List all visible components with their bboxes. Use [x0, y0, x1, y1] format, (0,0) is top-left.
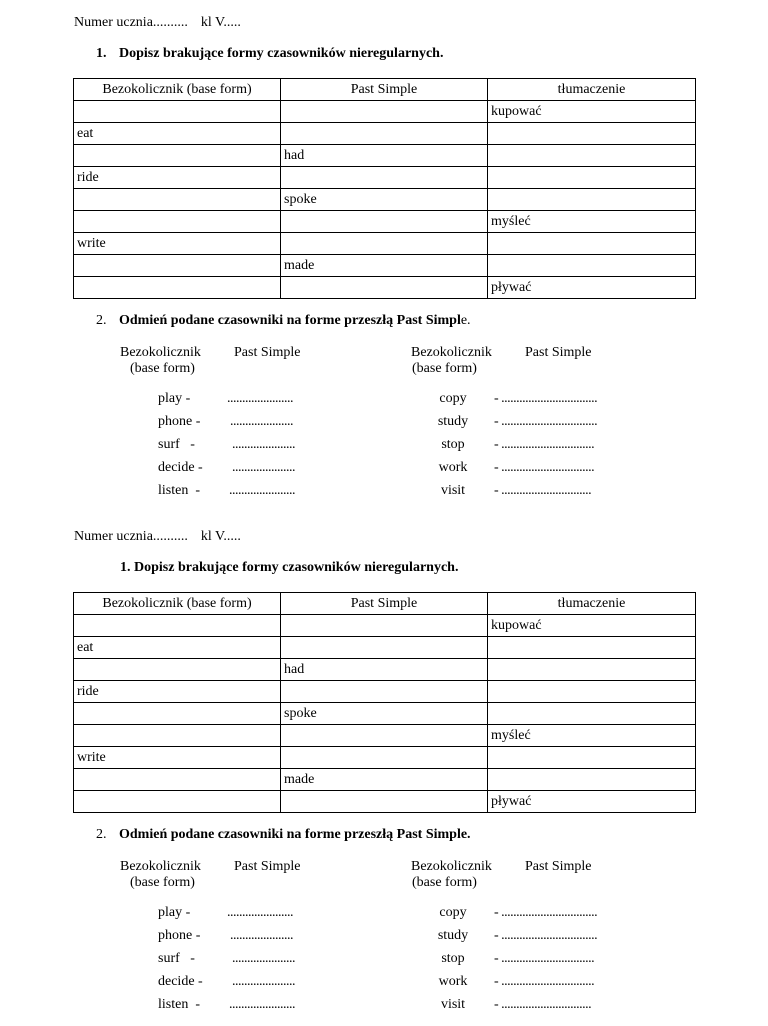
answer-cell[interactable] [281, 637, 488, 659]
answer-blank[interactable]: - .............................. [494, 997, 592, 1012]
table-row [74, 659, 696, 681]
answer-cell[interactable] [488, 233, 696, 255]
answer-cell[interactable] [74, 189, 281, 211]
answer-blank[interactable]: ..................... [230, 928, 293, 943]
table-row [74, 255, 696, 277]
table-row [74, 681, 696, 703]
verb-row [434, 905, 634, 928]
answer-blank[interactable]: - ............................... [494, 974, 595, 989]
right-past-simple-header: Past Simple [525, 345, 592, 360]
answer-blank[interactable]: ..................... [232, 460, 295, 475]
verb-label: study [437, 414, 469, 429]
verb-row [434, 437, 634, 460]
verb-row [158, 391, 328, 414]
left-verb-list [158, 905, 328, 1020]
verb-row [158, 437, 328, 460]
verb-label: surf - [158, 437, 195, 452]
answer-cell[interactable] [488, 747, 696, 769]
answer-cell[interactable] [281, 233, 488, 255]
task1-title: Dopisz brakujące formy czasowników nieregularnych. [119, 46, 444, 61]
class-label: kl V [200, 529, 224, 544]
table-row [74, 637, 696, 659]
table-cell: eat [74, 123, 281, 145]
task1-number: 1. [96, 46, 107, 61]
answer-cell[interactable] [281, 167, 488, 189]
left-base-form-header [120, 859, 201, 891]
answer-cell[interactable] [488, 769, 696, 791]
student-number-blank[interactable]: .......... [152, 529, 188, 544]
table-row [74, 791, 696, 813]
answer-cell[interactable] [74, 255, 281, 277]
table-cell: write [74, 233, 281, 255]
right-verb-list [434, 905, 634, 1020]
answer-cell[interactable] [74, 703, 281, 725]
answer-blank[interactable]: - ............................... [494, 951, 595, 966]
table-cell: had [281, 145, 488, 167]
table-header-cell: Past Simple [281, 593, 488, 615]
table-cell: myśleć [488, 211, 696, 233]
worksheet-top [0, 0, 768, 512]
table-header-row [74, 79, 696, 101]
answer-cell[interactable] [488, 167, 696, 189]
verb-label: visit [440, 997, 466, 1012]
table-header-cell: tłumaczenie [488, 593, 696, 615]
left-past-simple-header: Past Simple [234, 345, 301, 360]
answer-cell[interactable] [74, 277, 281, 299]
table-cell: kupować [488, 101, 696, 123]
table-row [74, 725, 696, 747]
table-cell: ride [74, 681, 281, 703]
student-number-label: Numer ucznia [74, 529, 153, 544]
table-row [74, 769, 696, 791]
answer-cell[interactable] [488, 123, 696, 145]
verb-label: copy [439, 905, 467, 920]
answer-cell[interactable] [74, 615, 281, 637]
table-row [74, 747, 696, 769]
verb-label: stop [441, 951, 465, 966]
answer-cell[interactable] [488, 637, 696, 659]
table-row [74, 703, 696, 725]
answer-blank[interactable]: - ................................ [494, 928, 598, 943]
verb-row [434, 951, 634, 974]
answer-blank[interactable]: ..................... [230, 414, 293, 429]
verb-label: visit [440, 483, 466, 498]
verb-row [158, 414, 328, 437]
verb-label: surf - [158, 951, 195, 966]
worksheet-bottom [0, 514, 768, 1026]
task1-heading [120, 560, 458, 576]
table-cell: spoke [281, 189, 488, 211]
answer-cell[interactable] [281, 791, 488, 813]
answer-cell[interactable] [74, 725, 281, 747]
right-past-simple-header: Past Simple [525, 859, 592, 874]
table-header-cell: tłumaczenie [488, 79, 696, 101]
answer-blank[interactable]: - ................................ [494, 414, 598, 429]
left-past-simple-header: Past Simple [234, 859, 301, 874]
table-header-cell: Past Simple [281, 79, 488, 101]
base-form-label: Bezokolicznik [120, 345, 201, 360]
answer-cell[interactable] [281, 101, 488, 123]
answer-cell[interactable] [74, 145, 281, 167]
class-blank[interactable]: ..... [223, 15, 241, 30]
base-form-label: Bezokolicznik [120, 859, 201, 874]
verb-row [158, 928, 328, 951]
right-base-form-header [411, 859, 492, 891]
student-number-blank[interactable]: .......... [152, 15, 188, 30]
base-form-label: Bezokolicznik [411, 859, 492, 874]
verb-row [158, 974, 328, 997]
verb-row [434, 997, 634, 1020]
answer-cell[interactable] [488, 255, 696, 277]
answer-blank[interactable]: ...................... [229, 483, 295, 498]
student-number-label: Numer ucznia [74, 15, 153, 30]
student-info-line [74, 529, 241, 545]
verb-row [158, 460, 328, 483]
verb-label: work [438, 974, 468, 989]
class-blank[interactable]: ..... [223, 529, 241, 544]
answer-blank[interactable]: ..................... [232, 437, 295, 452]
verb-row [158, 483, 328, 506]
task2-title: Odmień podane czasowniki na forme przeszłą Past Simple. [119, 827, 471, 842]
table-cell: made [281, 769, 488, 791]
verb-label: phone - [158, 928, 201, 943]
answer-cell[interactable] [74, 659, 281, 681]
verb-label: phone - [158, 414, 201, 429]
table-header-cell: Bezokolicznik (base form) [74, 593, 281, 615]
base-form-sublabel: (base form) [130, 875, 195, 890]
answer-blank[interactable]: ...................... [227, 391, 293, 406]
task1-title: Dopisz brakujące formy czasowników nieregularnych. [134, 560, 459, 575]
table-row [74, 615, 696, 637]
answer-cell[interactable] [281, 725, 488, 747]
answer-cell[interactable] [488, 145, 696, 167]
answer-cell[interactable] [74, 211, 281, 233]
verb-row [434, 414, 634, 437]
right-base-form-header [411, 345, 492, 377]
table-cell: eat [74, 637, 281, 659]
task2-title: Odmień podane czasowniki na forme przeszłą Past Simpl [119, 313, 461, 328]
answer-cell[interactable] [74, 101, 281, 123]
answer-blank[interactable]: - ................................ [494, 391, 598, 406]
table-cell: had [281, 659, 488, 681]
table-row [74, 277, 696, 299]
answer-blank[interactable]: ...................... [229, 997, 295, 1012]
verb-label: listen - [158, 483, 200, 498]
task2-heading [96, 827, 471, 843]
verb-label: decide - [158, 460, 203, 475]
table-header-row [74, 593, 696, 615]
answer-cell[interactable] [74, 769, 281, 791]
table-row [74, 167, 696, 189]
verb-label: listen - [158, 997, 200, 1012]
table-row [74, 233, 696, 255]
verb-label: copy [439, 391, 467, 406]
answer-blank[interactable]: - .............................. [494, 483, 592, 498]
table-row [74, 145, 696, 167]
table-cell: made [281, 255, 488, 277]
verb-label: play - [158, 391, 191, 406]
verb-row [434, 391, 634, 414]
table-cell: pływać [488, 791, 696, 813]
answer-blank[interactable]: - ................................ [494, 905, 598, 920]
verb-row [434, 974, 634, 997]
irregular-verbs-table [73, 592, 696, 813]
answer-blank[interactable]: - ............................... [494, 460, 595, 475]
left-verb-list [158, 391, 328, 506]
irregular-verbs-table [73, 78, 696, 299]
table-row [74, 211, 696, 233]
answer-blank[interactable]: ..................... [232, 974, 295, 989]
answer-blank[interactable]: ...................... [227, 905, 293, 920]
answer-cell[interactable] [281, 681, 488, 703]
verb-row [434, 483, 634, 506]
answer-blank[interactable]: - ............................... [494, 437, 595, 452]
verb-label: study [437, 928, 469, 943]
task1-number: 1. [120, 560, 131, 575]
class-label: kl V [200, 15, 224, 30]
left-base-form-header [120, 345, 201, 377]
answer-cell[interactable] [488, 681, 696, 703]
answer-cell[interactable] [281, 615, 488, 637]
task1-heading [96, 46, 443, 62]
answer-cell[interactable] [281, 123, 488, 145]
answer-cell[interactable] [281, 211, 488, 233]
base-form-sublabel: (base form) [412, 361, 477, 376]
answer-cell[interactable] [488, 659, 696, 681]
verb-row [434, 928, 634, 951]
answer-cell[interactable] [488, 189, 696, 211]
table-row [74, 123, 696, 145]
table-row [74, 189, 696, 211]
task2-number: 2. [96, 827, 107, 842]
verb-row [158, 905, 328, 928]
table-cell: pływać [488, 277, 696, 299]
table-cell: ride [74, 167, 281, 189]
verb-row [434, 460, 634, 483]
answer-cell[interactable] [281, 277, 488, 299]
table-header-cell: Bezokolicznik (base form) [74, 79, 281, 101]
verb-label: work [438, 460, 468, 475]
table-cell: write [74, 747, 281, 769]
answer-blank[interactable]: ..................... [232, 951, 295, 966]
base-form-sublabel: (base form) [412, 875, 477, 890]
verb-label: stop [441, 437, 465, 452]
task2-heading [96, 313, 471, 329]
right-verb-list [434, 391, 634, 506]
table-cell: kupować [488, 615, 696, 637]
table-row [74, 101, 696, 123]
base-form-sublabel: (base form) [130, 361, 195, 376]
task2-title-tail: e. [460, 313, 471, 328]
table-cell: myśleć [488, 725, 696, 747]
student-info-line [74, 15, 241, 31]
verb-row [158, 951, 328, 974]
verb-row [158, 997, 328, 1020]
task2-number: 2. [96, 313, 107, 328]
answer-cell[interactable] [488, 703, 696, 725]
verb-label: decide - [158, 974, 203, 989]
base-form-label: Bezokolicznik [411, 345, 492, 360]
answer-cell[interactable] [281, 747, 488, 769]
answer-cell[interactable] [74, 791, 281, 813]
verb-label: play - [158, 905, 191, 920]
table-cell: spoke [281, 703, 488, 725]
